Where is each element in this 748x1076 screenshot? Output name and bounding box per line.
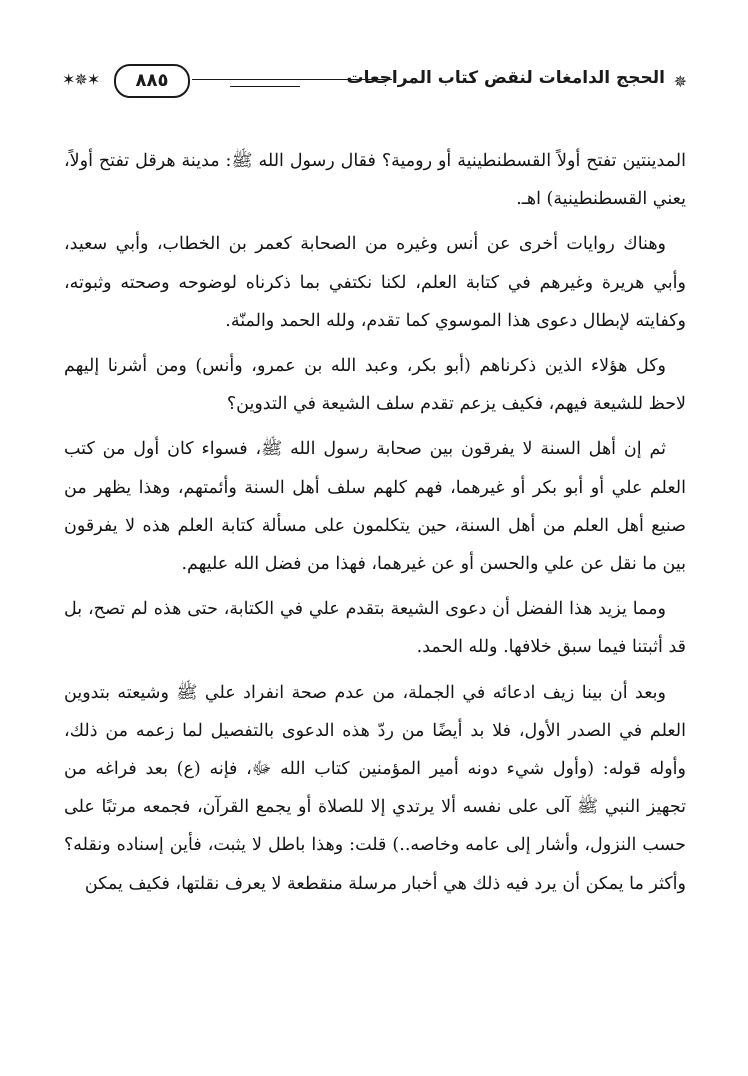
paragraph: وبعد أن بينا زيف ادعائه في الجملة، من عدم صحة انفراد علي ﷺ وشيعته بتدوين العلم في الصدر الأول، فلا بد أيضًا من ردّ هذه الدعوى بالتفصيل لما زعمه من ذلك، وأوله قوله: (وأول شيء دونه أمير المؤمنين كتاب الله ﷻ، فإنه (ع) بعد فراغه من تجهيز النبي ﷺ آلى على نفسه ألا يرتدي إلا للصلاة أو يجمع القرآن، فجمعه مرتبًا على حسب النزول، وأشار إلى عامه وخاصه..) قلت: وهذا باطل لا يثبت، فأين إسناده ونقله؟ وأكثر ما يمكن أن يرد فيه ذلك هي أخبار مرسلة منقطعة لا يعرف نقلتها، فكيف يمكن	[64, 682, 686, 894]
running-header	[62, 64, 687, 100]
paragraph: المدينتين تفتح أولاً القسطنطينية أو رومية؟ فقال رسول الله ﷺ: مدينة هرقل تفتح أولاً، يعني القسطنطينية) اهـ.	[64, 151, 686, 210]
page-body	[64, 142, 686, 910]
left-ornament-icon: ✶✵✶	[62, 70, 100, 89]
right-ornament-icon: ✵	[673, 72, 687, 91]
paragraph: ومما يزيد هذا الفضل أن دعوى الشيعة بتقدم علي في الكتابة، حتى هذه لم تصح، بل قد أثبتنا فيما سبق خلافها. ولله الحمد.	[64, 599, 686, 658]
paragraph: ثم إن أهل السنة لا يفرقون بين صحابة رسول الله ﷺ، فسواء كان أول من كتب العلم علي أو أبو بكر أو غيرهما، فهم كلهم سلف أهل السنة وأئمتهم، وهذا يظهر من صنيع أهل العلم من أهل السنة، حين يتكلمون على مسألة كتابة العلم هذه لا يفرقون بين ما نقل عن علي والحسن أو عن غيرهما، فهذا من فضل الله عليهم.	[64, 439, 686, 575]
header-swash	[230, 86, 300, 87]
paragraph: وكل هؤلاء الذين ذكرناهم (أبو بكر، وعبد الله بن عمرو، وأنس) ومن أشرنا إليهم لاحظ للشيعة فيهم، فكيف يزعم تقدم سلف الشيعة في التدوين؟	[64, 356, 686, 415]
page-number: ٨٨٥	[114, 64, 190, 98]
paragraph: وهناك روايات أخرى عن أنس وغيره من الصحابة كعمر بن الخطاب، وأبي سعيد، وأبي هريرة وغيرهم في كتابة العلم، لكنا نكتفي بما ذكرناه لوضوحه وصحته وثبوته، وكفايته لإبطال دعوى هذا الموسوي كما تقدم، ولله الحمد والمنّة.	[64, 234, 686, 331]
book-title: الحجج الدامغات لنقض كتاب المراجعات	[346, 68, 665, 88]
